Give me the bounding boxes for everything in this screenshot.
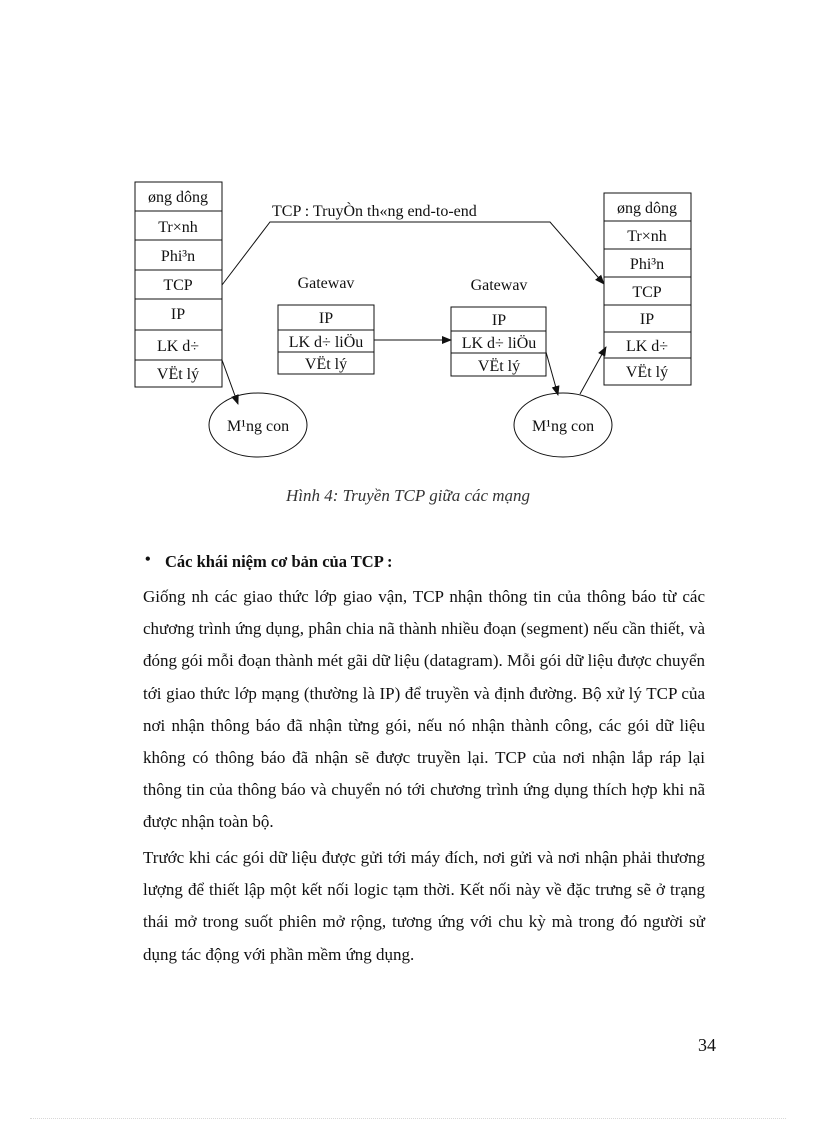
gateway-2-layer-physical: VËt lý [477,358,521,375]
right-stack-layer-datalink: LK d÷ [625,338,669,355]
left-stack-layer-session: Phi³n [160,248,196,265]
right-stack-layer-session: Phi³n [629,256,665,273]
right-stack-layer-application: øng dông [617,200,677,217]
tcp-end-to-end-label: TCP : TruyÒn th«ng end-to-end [272,203,477,220]
gateway-1-layer-ip: IP [318,310,334,327]
gateway-2-label: Gatewav [470,277,528,294]
gateway-2-layer-ip: IP [491,312,507,329]
paragraph-1: Giống nh các giao thức lớp giao vận, TCP nhận thông tin của thông báo từ các chương trình ứng dụng, phân chia nã thành nhiều đoạn (segment) nếu cần thiết, và đóng gói mỗi đoạn thành mét gãi dữ liệu (datagram). Mỗi gói dữ liệu được chuyển tới giao thức lớp mạng (thường là IP) để truyền và định đường. Bộ xử lý TCP của nơi nhận thông báo đã nhận từng gói, nếu nó nhận thành công, các gói dữ liệu không có thông báo đã nhận sẽ được truyền lại. TCP của nơi nhận lắp ráp lại thông tin của thông báo và chuyển nó tới chương trình ứng dụng thích hợp khi nã được nhận toàn bộ. [143,587,705,832]
tcp-diagram [0,0,816,480]
footer-divider [30,1118,786,1119]
left-stack-layer-physical: VËt lý [156,366,200,383]
left-stack-layer-presentation: Tr×nh [158,219,198,236]
gateway-2-layer-datalink: LK d÷ liÖu [461,335,537,352]
right-stack-layer-ip: IP [639,311,655,328]
right-stack-layer-presentation: Tr×nh [627,228,667,245]
network-1-label: M¹ng con [226,418,290,435]
left-stack-layer-application: øng dông [148,189,208,206]
figure-caption: Hình 4: Truyền TCP giữa các mạng [285,486,531,505]
section-heading-text: Các khái niệm cơ bản của TCP : [165,552,393,571]
right-stack-layer-physical: VËt lý [625,364,669,381]
bullet-icon: • [145,551,151,568]
gateway-1-layer-physical: VËt lý [304,356,348,373]
paragraph-2: Trước khi các gói dữ liệu được gửi tới máy đích, nơi gửi và nơi nhận phải thương lượng để thiết lập một kết nối logic tạm thời. Kết nối này về đặc trưng sẽ ở trạng thái mở trong suốt phiên mở rộng, tương ứng với chu kỳ mà trong đó người sử dụng tác động với phần mềm ứng dụng. [143,848,705,964]
left-stack-layer-datalink: LK d÷ [156,338,200,355]
left-stack-layer-ip: IP [170,306,186,323]
section-heading [145,552,392,572]
right-stack-layer-tcp: TCP [632,284,662,301]
network-2-label: M¹ng con [531,418,595,435]
left-stack-layer-tcp: TCP [163,277,193,294]
gateway-1-layer-datalink: LK d÷ liÖu [288,334,364,351]
gateway-1-label: Gatewav [297,275,355,292]
page-number: 34 [698,1035,716,1055]
